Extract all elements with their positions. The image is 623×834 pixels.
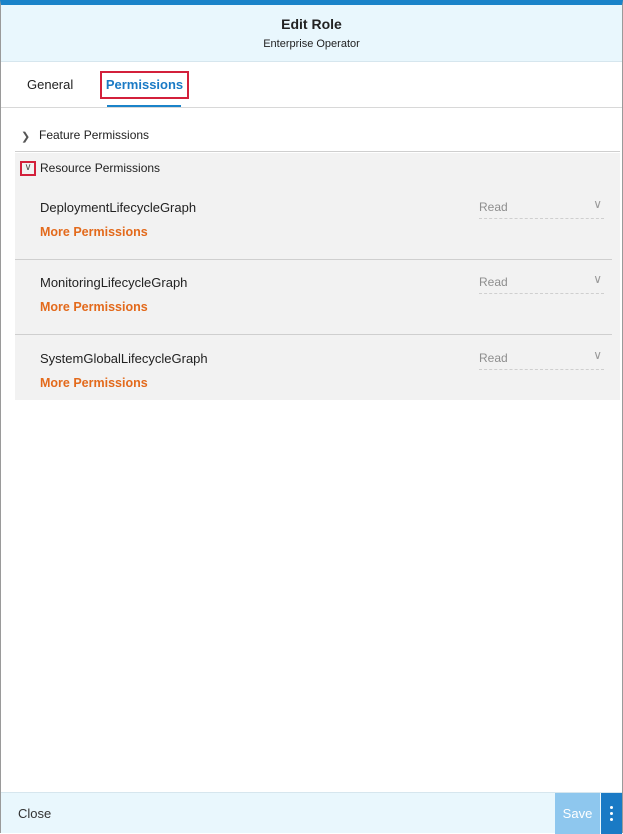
resource-permissions-panel — [15, 153, 620, 400]
permission-level-select[interactable] — [479, 193, 604, 219]
more-permissions-link[interactable]: More Permissions — [40, 300, 148, 314]
chevron-down-icon: ∨ — [593, 272, 602, 286]
resource-name: MonitoringLifecycleGraph — [40, 275, 188, 290]
resource-permissions-label: Resource Permissions — [40, 161, 161, 175]
feature-permissions-row[interactable] — [15, 124, 620, 152]
resource-name: SystemGlobalLifecycleGraph — [40, 351, 208, 366]
more-options-button[interactable] — [601, 793, 622, 834]
resource-name: DeploymentLifecycleGraph — [40, 200, 197, 215]
resource-item — [15, 336, 620, 411]
chevron-down-icon: ∨ — [593, 197, 602, 211]
more-permissions-link[interactable]: More Permissions — [40, 225, 148, 239]
kebab-menu-icon — [610, 806, 613, 809]
dialog-subtitle: Enterprise Operator — [263, 38, 360, 50]
permission-level-select[interactable] — [479, 268, 604, 294]
close-button[interactable]: Close — [18, 806, 52, 821]
permission-level-value: Read — [479, 351, 508, 365]
permission-level-select[interactable] — [479, 344, 604, 370]
tab-permissions[interactable]: Permissions — [100, 71, 189, 99]
feature-permissions-label: Feature Permissions — [39, 128, 150, 142]
dialog-header — [1, 5, 622, 62]
tab-general[interactable]: General — [27, 77, 74, 92]
more-permissions-link[interactable]: More Permissions — [40, 376, 148, 390]
permission-level-value: Read — [479, 275, 508, 289]
save-button[interactable]: Save — [555, 793, 600, 834]
dialog-title: Edit Role — [281, 16, 342, 32]
permission-level-value: Read — [479, 200, 508, 214]
dialog-footer — [1, 792, 622, 833]
resource-permissions-header[interactable] — [15, 153, 620, 185]
active-tab-indicator — [107, 105, 181, 107]
tab-bar — [1, 62, 622, 108]
chevron-down-icon[interactable]: ∨ — [20, 161, 36, 176]
resource-item — [15, 260, 620, 335]
chevron-down-icon: ∨ — [593, 348, 602, 362]
divider — [15, 334, 612, 335]
chevron-right-icon[interactable]: ❯ — [21, 131, 31, 143]
resource-item — [15, 185, 620, 260]
